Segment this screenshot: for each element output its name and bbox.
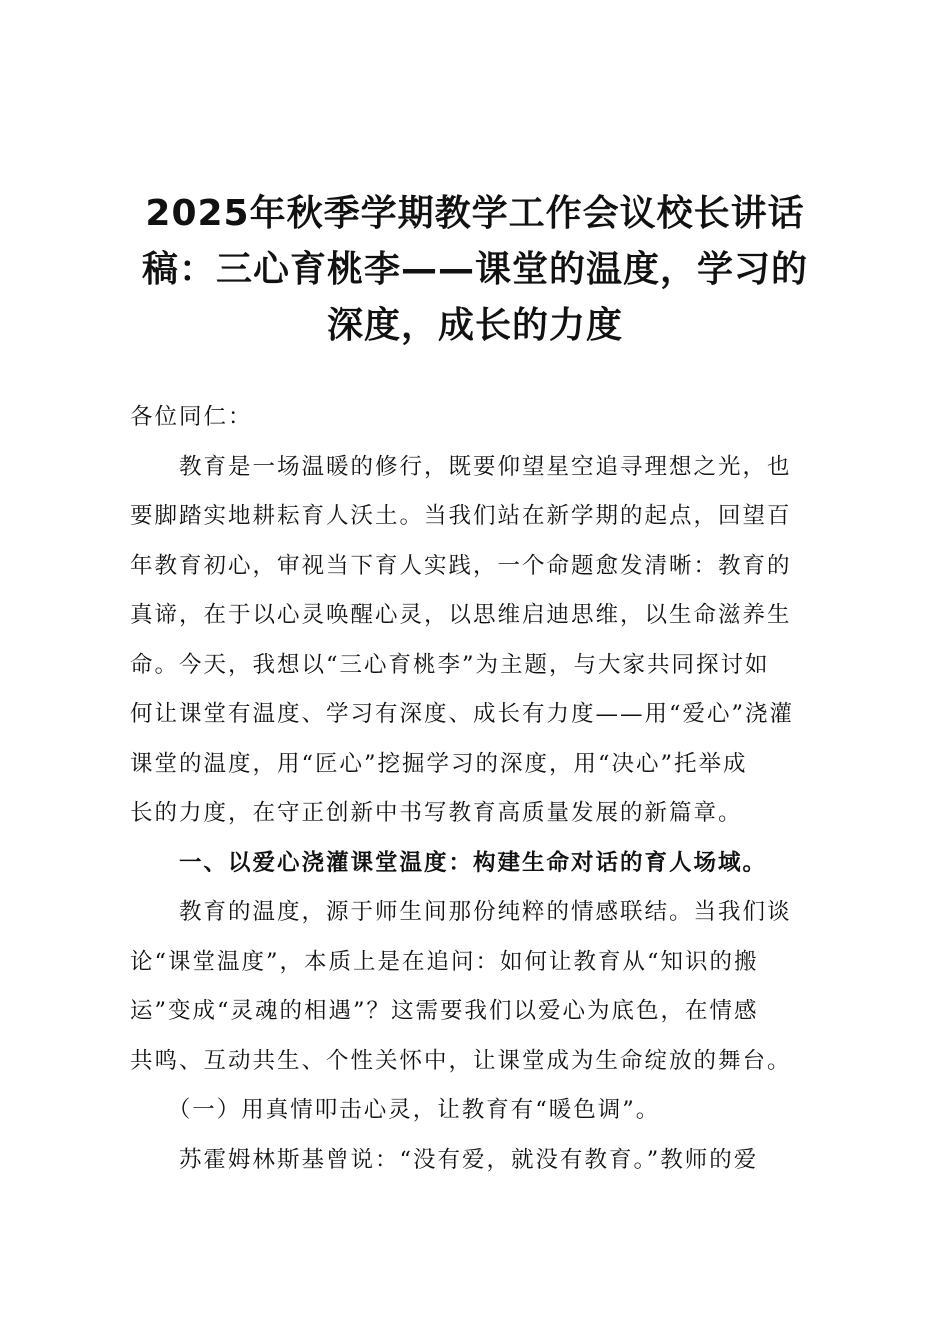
paragraph-line: 教育的温度，源于师生间那份纯粹的情感联结。当我们谈 (130, 899, 792, 925)
section-heading: 一、以爱心浇灌课堂温度：构建生命对话的育人场域。 (130, 849, 768, 876)
paragraph-line: 真谛，在于以心灵唤醒心灵，以思维启迪思维，以生命滋养生 (130, 602, 792, 628)
paragraph-line: 长的力度，在守正创新中书写教育高质量发展的新篇章。 (130, 800, 743, 826)
document-body (130, 393, 822, 1185)
paragraph-line: 年教育初心，审视当下育人实践，一个命题愈发清晰：教育的 (130, 552, 792, 579)
paragraph-line: 共鸣、互动共生、个性关怀中，让课堂成为生命绽放的舞台。 (130, 1047, 792, 1074)
salutation: 各位同仁： (130, 404, 253, 430)
paragraph-line: 苏霍姆林斯基曾说：“没有爱，就没有教育。”教师的爱 (130, 1146, 759, 1173)
paragraph-line: 要脚踏实地耕耘育人沃土。当我们站在新学期的起点，回望百 (130, 503, 792, 529)
paragraph-line: 命。今天，我想以“三心育桃李”为主题，与大家共同探讨如 (130, 651, 770, 678)
subsection-heading: （一）用真情叩击心灵，让教育有“暖色调”。 (130, 1097, 661, 1123)
document-title (120, 186, 830, 354)
paragraph-line: 教育是一场温暖的修行，既要仰望星空追寻理想之光，也 (130, 453, 792, 480)
paragraph-line: 何让课堂有温度、学习有深度、成长有力度——用“爱心”浇灌 (130, 701, 795, 727)
title-line: 深度，成长的力度 (326, 305, 623, 346)
paragraph-line: 论“课堂温度”，本质上是在追问：如何让教育从“知识的搬 (130, 948, 759, 975)
title-line: 2025年秋季学期教学工作会议校长讲话 (145, 193, 805, 234)
title-line: 稿：三心育桃李——课堂的温度，学习的 (141, 249, 808, 290)
paragraph-line: 课堂的温度，用“匠心”挖掘学习的深度，用“决心”托举成 (130, 750, 748, 777)
paragraph-line: 运”变成“灵魂的相遇”？这需要我们以爱心为底色，在情感 (130, 998, 759, 1024)
